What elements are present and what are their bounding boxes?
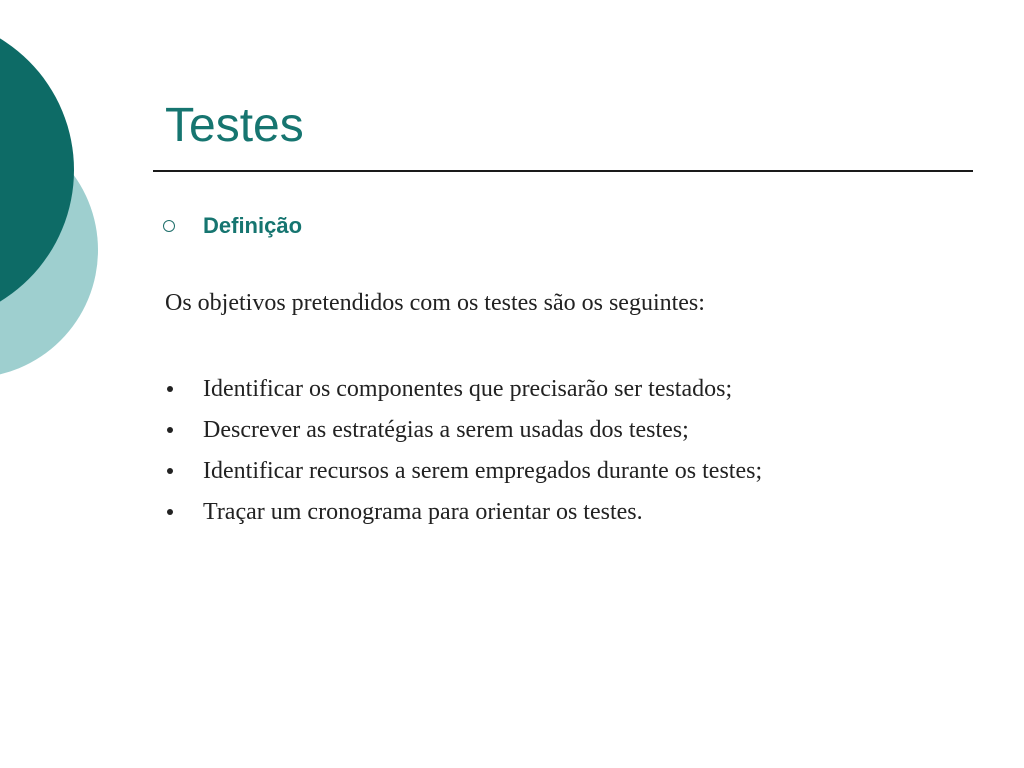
bullet-dot-icon — [167, 509, 173, 515]
list-item-text: Identificar os componentes que precisarão ser testados; — [203, 375, 733, 402]
bullet-dot-icon — [167, 386, 173, 392]
hollow-circle-bullet-icon — [163, 220, 175, 232]
list-item — [165, 491, 762, 532]
bullet-dot-icon — [167, 427, 173, 433]
section-label: Definição — [203, 213, 303, 238]
list-item-text: Identificar recursos a serem empregados durante os testes; — [203, 457, 763, 484]
title-divider — [153, 170, 973, 172]
list-item — [165, 409, 762, 450]
list-item-text: Traçar um cronograma para orientar os testes. — [203, 498, 643, 525]
section-heading — [163, 211, 302, 241]
objectives-list — [165, 368, 762, 532]
bullet-dot-icon — [167, 468, 173, 474]
decorative-circles — [0, 0, 120, 420]
list-item — [165, 450, 762, 491]
slide-title: Testes — [165, 99, 304, 152]
intro-text: Os objetivos pretendidos com os testes são os seguintes: — [165, 290, 705, 316]
list-item-text: Descrever as estratégias a serem usadas dos testes; — [203, 416, 689, 443]
list-item — [165, 368, 762, 409]
